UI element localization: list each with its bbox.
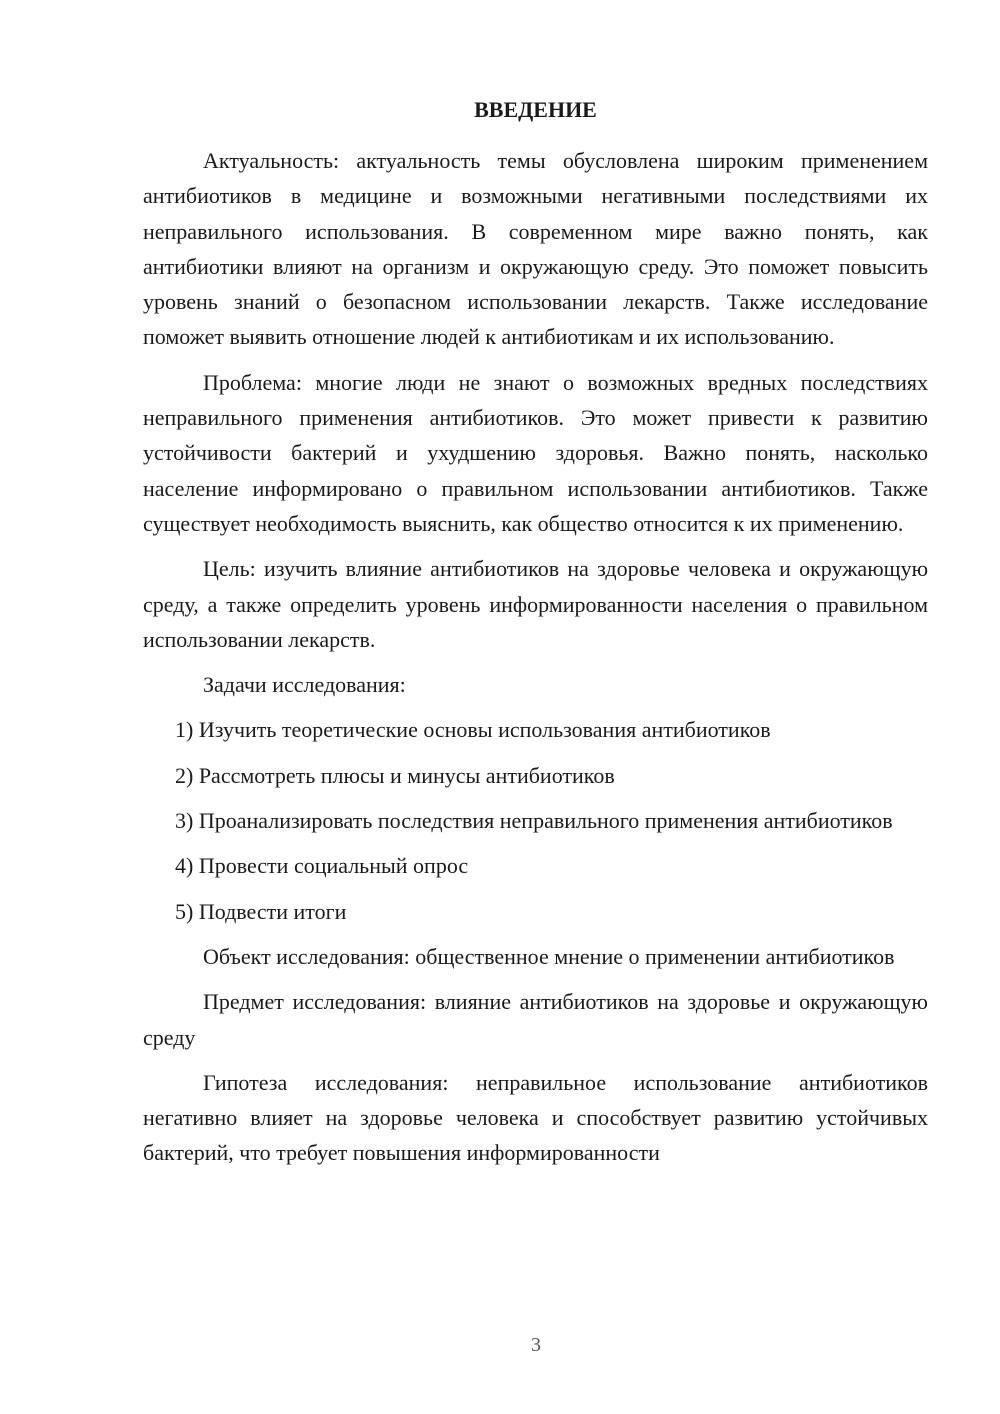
task-item-4: 4) Провести социальный опрос — [175, 853, 469, 879]
section-title: ВВЕДЕНИЕ — [474, 97, 597, 122]
task-item-2: 2) Рассмотреть плюсы и минусы антибиотиков — [175, 762, 615, 788]
subject-paragraph: Предмет исследования: влияние антибиотиков на здоровье и окружающую среду — [143, 989, 928, 1050]
tasks-heading: Задачи исследования: — [203, 672, 406, 698]
task-item-5: 5) Подвести итоги — [175, 898, 347, 924]
task-item-1: 1) Изучить теоретические основы использования антибиотиков — [175, 717, 771, 743]
relevance-paragraph: Актуальность: актуальность темы обусловлена широким применением антибиотиков в медицине и возможными негативными последствиями их неправильного использования. В современном мире важно понять, как антибиотики влияют на организм и окружающую среду. Это поможет повысить уровень знаний о безопасном использовании лекарств. Также исследование поможет выявить отношение людей к антибиотикам и их использованию. — [143, 148, 928, 350]
hypothesis-paragraph: Гипотеза исследования: неправильное использование антибиотиков негативно влияет на здоровье человека и способствует развитию устойчивых бактерий, что требует повышения информированности — [143, 1069, 928, 1166]
page-number: 3 — [531, 1334, 541, 1356]
goal-paragraph: Цель: изучить влияние антибиотиков на здоровье человека и окружающую среду, а также определить уровень информированности населения о правильном использовании лекарств. — [143, 556, 928, 652]
document-page — [143, 95, 928, 1181]
task-item-3: 3) Проанализировать последствия неправильного применения антибиотиков — [175, 808, 893, 834]
problem-paragraph: Проблема: многие люди не знают о возможных вредных последствиях неправильного применения антибиотиков. Это может привести к развитию устойчивости бактерий и ухудшению здоровья. Важно понять, насколько население информировано о правильном использовании антибиотиков. Также существует необходимость выяснить, как общество относится к их применению. — [143, 369, 928, 536]
object-paragraph: Объект исследования: общественное мнение о применении антибиотиков — [203, 943, 895, 969]
